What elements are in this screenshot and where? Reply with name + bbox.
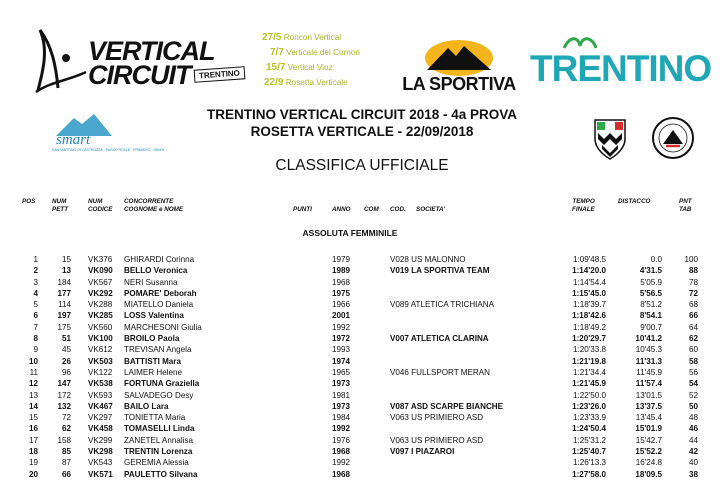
table-row [0, 457, 724, 468]
row-pnt: 72 [688, 288, 698, 298]
row-distacco: 8'51.2 [640, 300, 662, 310]
row-name: TONIETTA Maria [124, 413, 186, 423]
row-distacco: 15'42.7 [635, 435, 662, 445]
row-pnt: 64 [688, 322, 698, 332]
row-codice: VK297 [88, 413, 113, 423]
vertical-circuit-logo-line1: VERTICAL [88, 36, 215, 66]
race-date: 22/9 [264, 77, 284, 88]
header-codice: NUM CODICE [88, 198, 113, 213]
row-pnt: 54 [688, 379, 698, 389]
row-tempo: 1:27'58.0 [572, 469, 606, 479]
row-anno: 1968 [332, 469, 351, 479]
row-anno: 1973 [332, 379, 351, 389]
row-pos: 8 [33, 334, 38, 344]
row-anno: 1992 [332, 424, 351, 434]
row-pos: 2 [33, 266, 38, 276]
race-date: 27/5 [262, 32, 282, 43]
row-pos: 5 [33, 300, 38, 310]
row-pnt: 46 [688, 424, 698, 434]
row-name: PAULETTO Silvana [124, 469, 198, 479]
race-name: Vertical Vioz [287, 63, 333, 72]
row-pett: 51 [61, 334, 71, 344]
row-name: BELLO Veronica [124, 266, 188, 276]
row-pnt: 38 [688, 469, 698, 479]
table-row [0, 412, 724, 423]
row-pos: 16 [28, 424, 38, 434]
row-codice: VK458 [88, 424, 113, 434]
race-name: Verticale del Cornon [286, 48, 360, 57]
row-distacco: 8'54.1 [639, 311, 662, 321]
row-distacco: 5'56.5 [639, 288, 662, 298]
row-distacco: 11'57.4 [635, 379, 662, 389]
row-pett: 177 [57, 288, 71, 298]
row-name: FORTUNA Graziella [124, 379, 200, 389]
row-pos: 15 [28, 413, 38, 423]
row-codice: VK560 [88, 322, 113, 332]
row-societa: V019 LA SPORTIVA TEAM [390, 266, 490, 276]
row-distacco: 11'31.3 [635, 356, 662, 366]
row-pett: 87 [61, 458, 71, 468]
row-pett: 85 [61, 447, 71, 457]
row-codice: VK285 [88, 311, 113, 321]
table-row [0, 310, 724, 321]
row-tempo: 1:14'20.0 [572, 266, 606, 276]
section-label: ASSOLUTA FEMMINILE [302, 228, 398, 238]
row-distacco: 11'45.9 [636, 367, 662, 377]
row-tempo: 1:21'45.9 [572, 379, 606, 389]
table-row [0, 367, 724, 378]
row-pett: 114 [58, 300, 71, 310]
row-pos: 11 [29, 367, 38, 377]
row-name: GHIRARDI Corinna [124, 255, 195, 264]
row-anno: 1993 [332, 345, 351, 355]
row-codice: VK567 [88, 277, 113, 287]
row-pett: 45 [61, 345, 71, 355]
row-tempo: 1:25'40.7 [572, 447, 606, 457]
row-name: ZANETEL Annalisa [124, 435, 193, 445]
row-name: LOSS Valentina [124, 311, 184, 321]
row-distacco: 0.0 [650, 255, 662, 264]
mountain-sun-icon [390, 36, 528, 76]
row-pos: 3 [33, 277, 38, 287]
row-pos: 9 [33, 345, 38, 355]
row-codice: VK298 [88, 447, 113, 457]
row-name: GEREMIA Alessia [124, 458, 189, 468]
trentino-logo-text: TRENTINO [530, 48, 712, 89]
row-societa: V063 US PRIMIERO ASD [390, 435, 484, 445]
la-sportiva-logo-text: LA SPORTIVA [402, 74, 516, 94]
header-com: COM [364, 206, 379, 213]
table-row [0, 299, 724, 310]
table-row [0, 401, 724, 412]
row-anno: 1972 [332, 334, 351, 344]
row-distacco: 13'01.5 [635, 390, 662, 400]
race-item [262, 75, 392, 90]
table-header [0, 198, 724, 220]
section-title [0, 228, 724, 238]
row-pett: 96 [61, 367, 71, 377]
row-tempo: 1:21'34.4 [572, 367, 606, 377]
row-pos: 18 [28, 447, 38, 457]
row-pnt: 68 [688, 300, 698, 310]
row-codice: VK299 [88, 435, 113, 445]
header-societa: SOCIETA' [416, 206, 446, 213]
row-anno: 1968 [332, 277, 351, 287]
classification-title: CLASSIFICA UFFICIALE [275, 157, 449, 174]
row-name: NERI Susanna [124, 277, 178, 287]
row-distacco: 5'05.9 [640, 277, 662, 287]
row-pos: 10 [28, 356, 38, 366]
row-pett: 26 [61, 356, 71, 366]
vertical-circuit-logo [30, 28, 255, 98]
row-pett: 197 [57, 311, 71, 321]
row-name: BAILO Lara [124, 401, 169, 411]
vertical-circuit-logo-badge: TRENTINO [194, 66, 246, 83]
race-title: ROSETTA VERTICALE - 22/09/2018 [250, 124, 474, 139]
row-societa: V089 ATLETICA TRICHIANA [390, 300, 495, 310]
row-codice: VK593 [88, 390, 113, 400]
smart-logo-text: smart [56, 132, 91, 148]
row-pett: 72 [61, 413, 71, 423]
row-anno: 1974 [332, 356, 351, 366]
table-row [0, 333, 724, 344]
seal-icon [651, 116, 695, 160]
row-pos: 17 [28, 435, 38, 445]
row-codice: VK376 [88, 255, 113, 264]
row-pnt: 88 [688, 266, 698, 276]
federation-shield-logo [592, 117, 628, 161]
shield-icon [592, 117, 628, 161]
race-date: 15/7 [266, 62, 286, 73]
header-pnt: PNT TAB [679, 198, 692, 213]
row-anno: 1992 [332, 322, 351, 332]
row-codice: VK288 [88, 300, 113, 310]
row-anno: 1989 [332, 266, 351, 276]
row-societa: V063 US PRIMIERO ASD [390, 413, 484, 423]
row-pett: 132 [57, 401, 71, 411]
row-pos: 1 [33, 255, 38, 264]
table-row [0, 356, 724, 367]
row-anno: 1976 [332, 435, 351, 445]
row-tempo: 1:15'45.0 [572, 288, 606, 298]
row-tempo: 1:23'26.0 [572, 401, 606, 411]
row-societa: V046 FULLSPORT MERAN [390, 367, 491, 377]
row-codice: VK503 [88, 356, 113, 366]
table-row [0, 265, 724, 276]
row-codice: VK543 [88, 458, 113, 468]
row-pnt: 58 [688, 356, 698, 366]
row-pos: 13 [28, 390, 38, 400]
table-row [0, 469, 724, 480]
club-seal-logo [651, 116, 695, 160]
row-name: SALVADEGO Desy [124, 390, 194, 400]
row-pett: 62 [61, 424, 71, 434]
row-pos: 12 [28, 379, 38, 389]
row-distacco: 15'01.9 [635, 424, 662, 434]
row-pos: 14 [28, 401, 38, 411]
row-pett: 13 [61, 266, 71, 276]
row-pos: 4 [33, 288, 38, 298]
row-pnt: 50 [688, 401, 698, 411]
row-tempo: 1:21'19.8 [572, 356, 606, 366]
row-pos: 20 [28, 469, 38, 479]
table-row [0, 254, 724, 265]
row-anno: 1965 [332, 367, 351, 377]
race-name: Roncon Vertical [283, 33, 342, 42]
row-codice: VK612 [88, 345, 113, 355]
row-tempo: 1:20'29.7 [572, 334, 606, 344]
row-codice: VK467 [88, 401, 113, 411]
row-distacco: 10'41.2 [635, 334, 662, 344]
race-item [262, 60, 392, 75]
row-societa: V028 US MALONNO [390, 255, 466, 264]
row-anno: 1968 [332, 447, 351, 457]
results-table [0, 254, 724, 480]
race-date: 7/7 [270, 47, 284, 58]
race-item [262, 30, 392, 45]
race-item [262, 45, 392, 60]
row-tempo: 1:18'49.2 [572, 322, 606, 332]
row-pnt: 52 [688, 390, 698, 400]
trentino-logo [530, 40, 712, 90]
row-anno: 1975 [332, 288, 351, 298]
header-pett: NUM PETT [52, 198, 69, 213]
row-societa: V087 ASD SCARPE BIANCHE [390, 401, 504, 411]
table-row [0, 344, 724, 355]
row-anno: 1981 [332, 390, 351, 400]
row-name: MIATELLO Daniela [124, 300, 194, 310]
row-name: BATTISTI Mara [124, 356, 181, 366]
row-distacco: 13'45.4 [635, 413, 662, 423]
row-pnt: 56 [688, 367, 698, 377]
row-pos: 19 [28, 458, 38, 468]
row-anno: 1973 [332, 401, 351, 411]
row-tempo: 1:23'33.9 [572, 413, 606, 423]
row-tempo: 1:18'42.6 [572, 311, 606, 321]
mountain-runner-icon [30, 28, 90, 98]
row-name: MARCHESONI Giulia [124, 322, 202, 332]
row-societa: V007 ATLETICA CLARINA [390, 334, 489, 344]
row-name: POMARE' Deborah [124, 288, 197, 298]
row-tempo: 1:25'31.2 [572, 435, 606, 445]
race-name: Rosetta Verticale [285, 78, 348, 87]
table-row [0, 378, 724, 389]
row-codice: VK090 [88, 266, 113, 276]
table-row [0, 277, 724, 288]
row-pos: 6 [33, 311, 38, 321]
row-name: TREVISAN Angela [124, 345, 192, 355]
row-name: TOMASELLI Linda [124, 424, 195, 434]
row-name: BROILO Paola [124, 334, 180, 344]
row-pnt: 100 [684, 255, 698, 264]
row-codice: VK571 [88, 469, 113, 479]
row-pnt: 44 [688, 435, 698, 445]
row-distacco: 18'09.5 [635, 469, 662, 479]
header-distacco: DISTACCO [618, 198, 651, 205]
row-codice: VK292 [88, 288, 113, 298]
row-name: TRENTIN Lorenza [124, 447, 193, 457]
row-tempo: 1:09'48.5 [572, 255, 606, 264]
row-societa: V097 I PIAZAROI [390, 447, 455, 457]
header-pos: POS [22, 198, 36, 205]
row-tempo: 1:26'13.3 [572, 458, 606, 468]
row-name: LAIMER Helene [124, 367, 183, 377]
row-distacco: 10'45.3 [635, 345, 662, 355]
row-distacco: 4'31.5 [639, 266, 662, 276]
la-sportiva-logo [390, 36, 528, 98]
row-pett: 66 [61, 469, 71, 479]
row-anno: 1992 [332, 458, 351, 468]
row-pnt: 40 [688, 458, 698, 468]
row-pett: 158 [57, 435, 71, 445]
header-anno: ANNO [332, 206, 351, 213]
header-tempo: TEMPO FINALE [572, 198, 595, 213]
row-pnt: 62 [688, 334, 698, 344]
header-punti: PUNTI [293, 206, 312, 213]
row-pett: 15 [61, 255, 71, 264]
row-pnt: 66 [688, 311, 698, 321]
row-pnt: 42 [688, 447, 698, 457]
row-anno: 1966 [332, 300, 351, 310]
row-anno: 1979 [332, 255, 351, 264]
table-row [0, 390, 724, 401]
row-codice: VK100 [88, 334, 113, 344]
row-pnt: 48 [688, 413, 698, 423]
table-row [0, 322, 724, 333]
table-row [0, 423, 724, 434]
row-anno: 1984 [332, 413, 351, 423]
row-distacco: 15'52.2 [635, 447, 662, 457]
table-row [0, 288, 724, 299]
row-pnt: 78 [688, 277, 698, 287]
row-pett: 175 [57, 322, 71, 332]
row-tempo: 1:20'33.8 [572, 345, 606, 355]
event-title: TRENTINO VERTICAL CIRCUIT 2018 - 4a PROVA [206, 107, 518, 122]
table-row [0, 435, 724, 446]
row-tempo: 1:24'50.4 [572, 424, 606, 434]
vertical-circuit-logo-line2: CIRCUIT [88, 60, 191, 90]
row-anno: 2001 [332, 311, 351, 321]
row-distacco: 16'24.8 [635, 458, 662, 468]
row-distacco: 9'00.7 [640, 322, 662, 332]
row-tempo: 1:14'54.4 [572, 277, 606, 287]
header-concorrente: CONCORRENTE COGNOME e NOME [124, 198, 184, 213]
row-tempo: 1:18'39.7 [572, 300, 606, 310]
row-pnt: 60 [688, 345, 698, 355]
row-pett: 172 [57, 390, 71, 400]
row-codice: VK538 [88, 379, 113, 389]
row-pett: 184 [57, 277, 71, 287]
race-calendar [262, 30, 392, 90]
row-pett: 147 [57, 379, 71, 389]
row-pos: 7 [33, 322, 38, 332]
row-distacco: 13'37.5 [635, 401, 662, 411]
smart-logo-subtitle: SAN MARTINO DI CASTROZZA · PASSO ROLLE · PRIMIERO · VANOI [52, 148, 165, 152]
table-row [0, 446, 724, 457]
row-tempo: 1:22'50.0 [572, 390, 606, 400]
row-codice: VK122 [88, 367, 113, 377]
header-cod: COD. [390, 206, 406, 213]
